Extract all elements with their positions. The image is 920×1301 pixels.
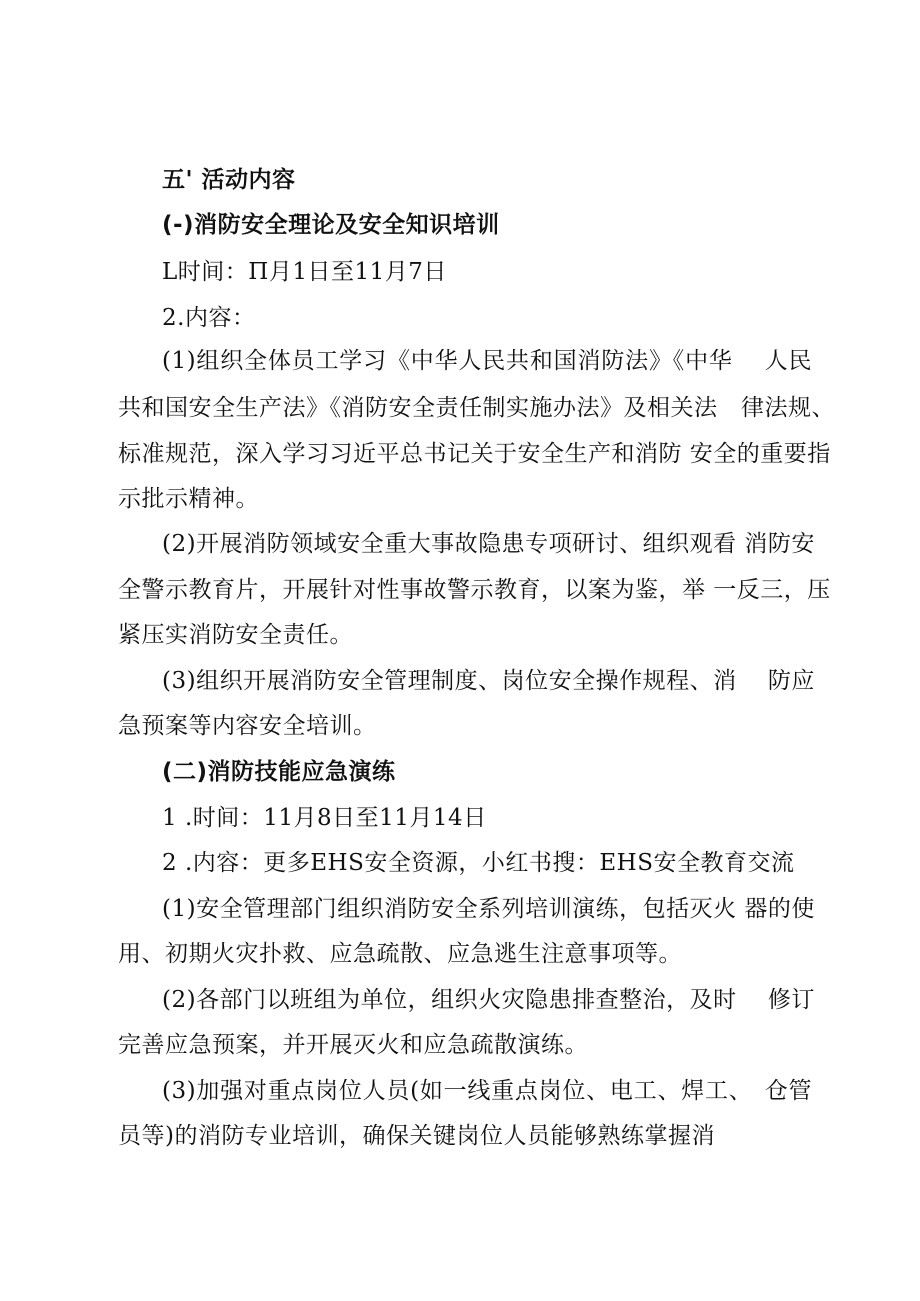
drill-item1-line1: (1)安全管理部门组织消防安全系列培训演练，包括灭火 器的使 [162,896,815,922]
training-content-label: 2.内容： [162,305,256,331]
training-item1-line2: 共和国安全生产法》《消防安全责任制实施办法》及相关法 律法规、 [118,395,835,421]
training-item2-line2: 全警示教育片，开展针对性事故警示教育，以案为鉴，举 一反三，压 [118,577,831,603]
training-item1-line1: (1)组织全体员工学习《中华人民共和国消防法》《中华 人民 [162,348,812,374]
training-time: L时间：Π月1日至11月7日 [162,259,447,285]
subsection-title-drill: (二)消防技能应急演练 [162,759,396,785]
drill-content-label: 2 .内容：更多EHS安全资源，小红书搜：EHS安全教育交流 [162,850,795,876]
drill-item3-line1: (3)加强对重点岗位人员(如一线重点岗位、电工、焊工、 仓管 [162,1078,812,1104]
drill-item1-line2: 用、初期火灾扑救、应急疏散、应急逃生注意事项等。 [118,941,682,967]
training-item3-line1: (3)组织开展消防安全管理制度、岗位安全操作规程、消 防应 [162,668,815,694]
drill-item2-line1: (2)各部门以班组为单位，组织火灾隐患排查整治，及时 修订 [162,987,815,1013]
training-item2-line1: (2)开展消防领域安全重大事故隐患专项研讨、组织观看 消防安 [162,531,815,557]
training-item1-line4: 示批示精神。 [118,486,259,512]
training-item2-line3: 紧压实消防安全责任。 [118,622,353,648]
training-item3-line2: 急预案等内容安全培训。 [118,713,377,739]
subsection-title-training: (-)消防安全理论及安全知识培训 [162,212,500,238]
training-item1-line3: 标准规范，深入学习习近平总书记关于安全生产和消防 安全的重要指 [118,441,831,467]
drill-item3-line2: 员等)的消防专业培训，确保关键岗位人员能够熟练掌握消 [118,1123,715,1149]
section-heading-activities: 五' 活动内容 [162,167,296,193]
drill-item2-line2: 完善应急预案，并开展灭火和应急疏散演练。 [118,1032,588,1058]
drill-time: 1 .时间：11月8日至11月14日 [162,805,487,831]
